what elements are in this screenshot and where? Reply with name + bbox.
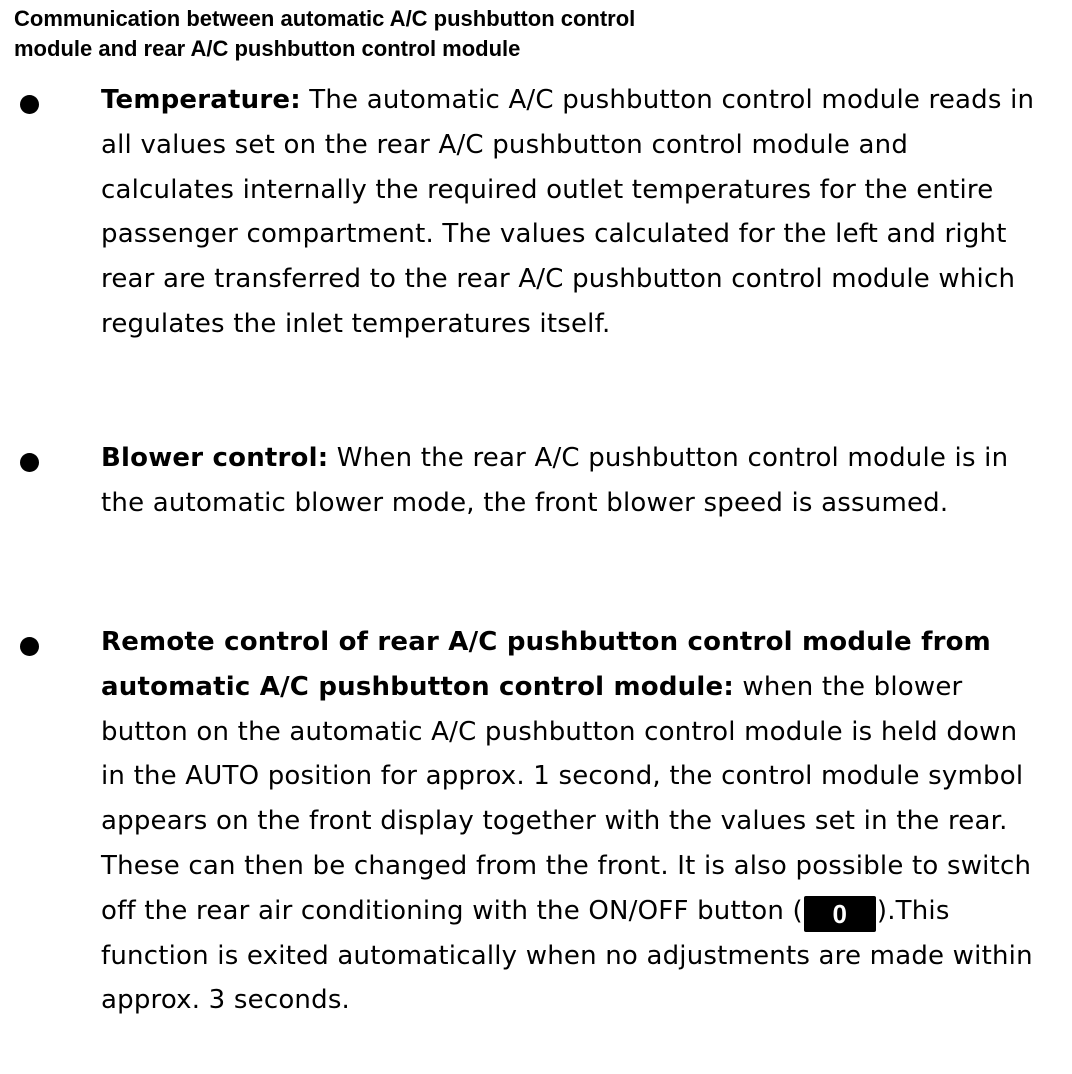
paren-open: ( (792, 895, 803, 926)
item-text: when the blower button on the automatic A/C pushbutton control module is held down in the AUTO position for approx. 1 second, the control module symbol appears on the front display together with the values set in the rear. These can then be changed from the front. It is also possible to switch off the rear air conditioning with the ON/OFF button (101, 671, 1032, 926)
bullet-icon (20, 637, 39, 656)
page-heading (14, 4, 914, 64)
item-body (101, 620, 1046, 1023)
bullet-icon (20, 453, 39, 472)
item-text: The automatic A/C pushbutton control module reads in all values set on the rear A/C pushbutton control module and calculates internally the required outlet temperatures for the entire passenger compartment. The values calculated for the left and right rear are transferred to the rear A/C pushbutton control module which regulates the inlet temperatures itself. (101, 85, 1035, 339)
item-body (101, 436, 1046, 526)
item-lead: Temperature: (101, 85, 301, 115)
bullet-icon (20, 95, 39, 114)
item-text: When the rear A/C pushbutton control module is in the automatic blower mode, the front blower speed is assumed. (101, 443, 1009, 518)
item-lead: Blower control: (101, 443, 329, 473)
heading-line-2: module and rear A/C pushbutton control module (14, 36, 521, 61)
on-off-button-icon: 0 (804, 896, 876, 932)
item-text-after: ).This function is exited automatically when no adjustments are made within approx. 3 seconds. (101, 895, 1033, 1016)
heading-line-1: Communication between automatic A/C pushbutton control (14, 6, 636, 31)
item-lead: Remote control of rear A/C pushbutton control module from automatic A/C pushbutton control module: (101, 627, 991, 702)
item-body (101, 78, 1046, 347)
